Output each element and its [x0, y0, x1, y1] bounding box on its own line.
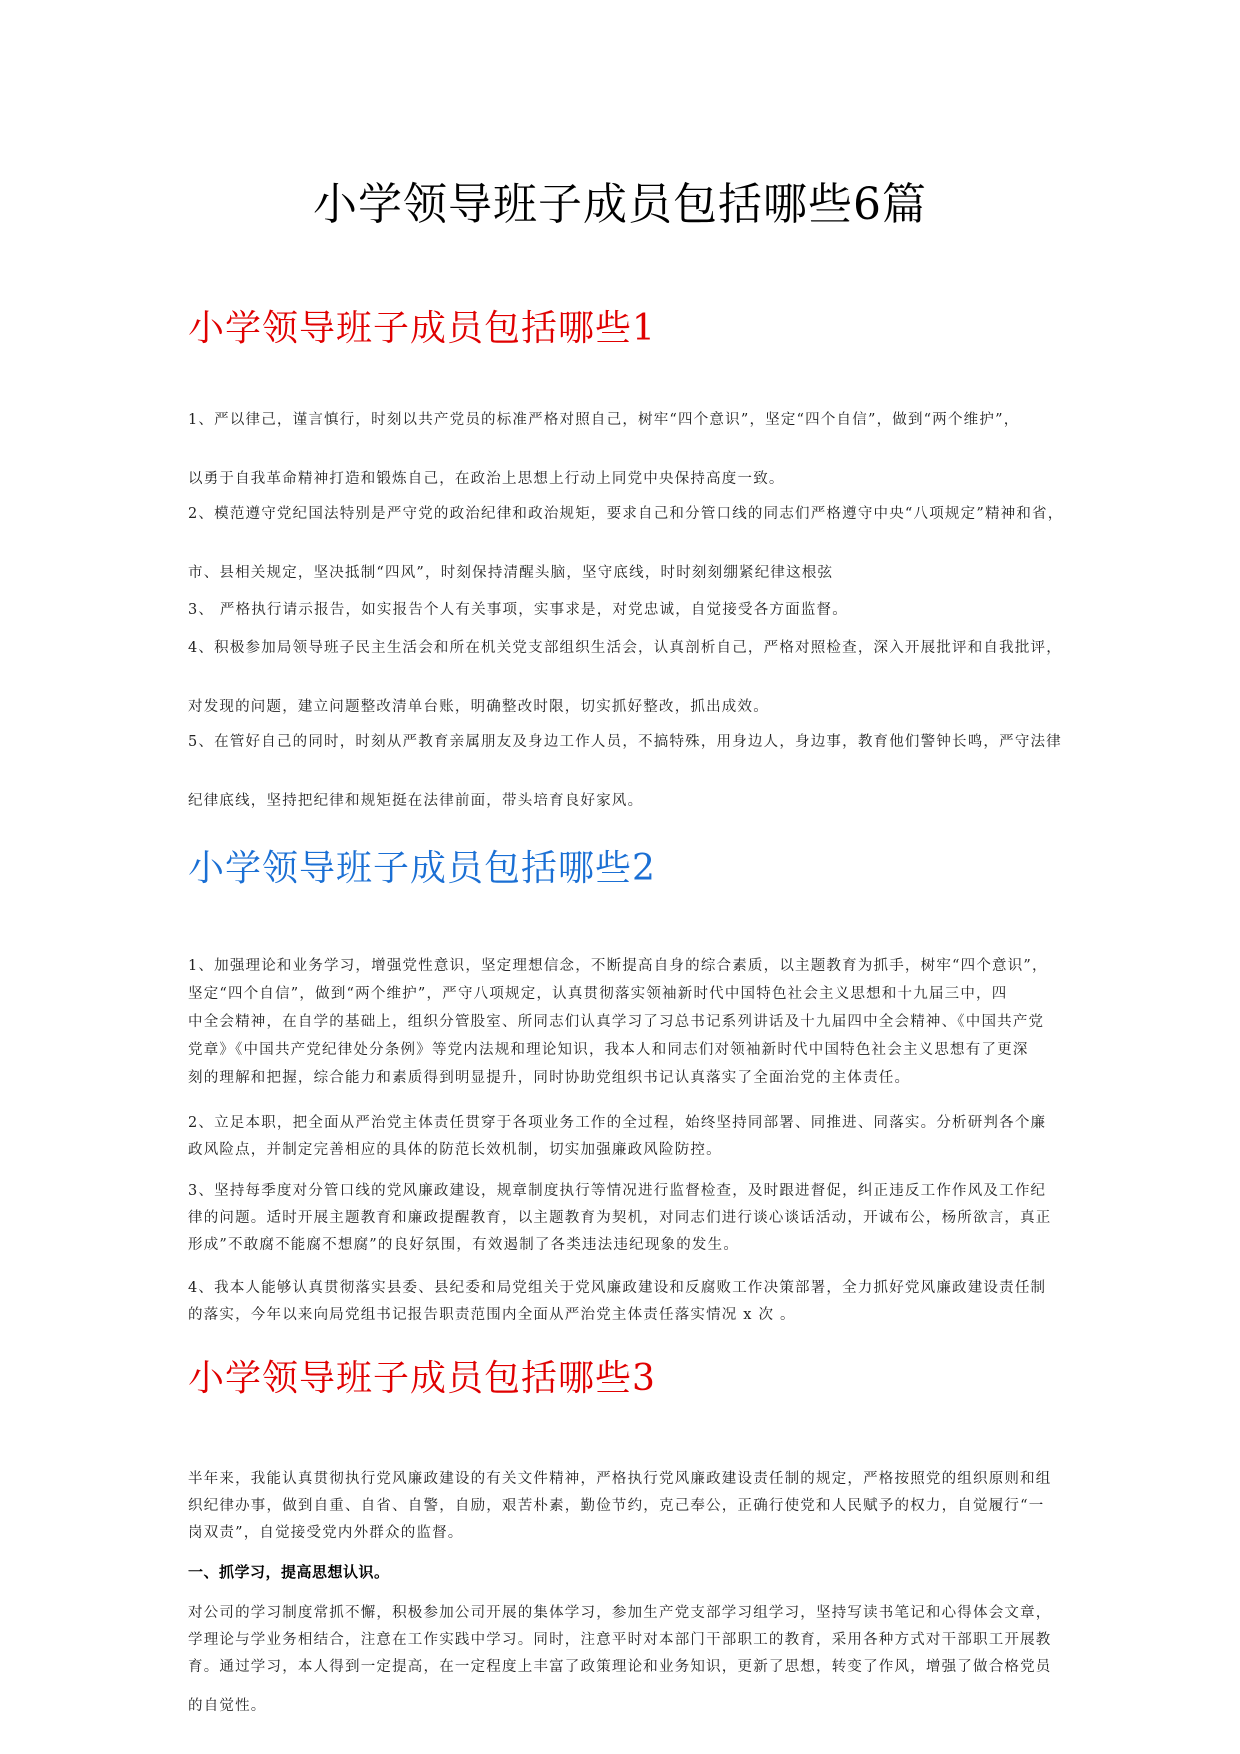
s1-line-4: 市、县相关规定，坚决抵制“四风”，时刻保持清醒头脑，坚守底线，时时刻刻绷紧纪律这根弦	[188, 565, 834, 581]
s3-subheading: 一、抓学习，提高思想认识。	[188, 1563, 390, 1581]
section-3-heading: 小学领导班子成员包括哪些3	[188, 1358, 656, 1399]
s1-line-2: 以勇于自我革命精神打造和锻炼自己，在政治上思想上行动上同党中央保持高度一致。	[188, 471, 785, 487]
s2-paragraph-3: 3、坚持每季度对分管口线的党风廉政建设，规章制度执行等情况进行监督检查，及时跟进督促，纠正违反工作作风及工作纪律的问题。适时开展主题教育和廉政提醒教育，以主题教育为契机，对同志们进行谈心谈话活动，开诚布公，杨所欲言，真正形成”不敢腐不能腐不想腐”的良好氛围，有效遏制了各类违法违纪现象的发生。	[188, 1183, 1052, 1253]
section-2-heading: 小学领导班子成员包括哪些2	[188, 848, 656, 889]
s2-line-2: 坚定“四个自信”，做到“两个维护”，严守八项规定，认真贯彻落实领袖新时代中国特色社会主义思想和十九届三中，四	[188, 986, 1008, 1002]
s2-paragraph-4: 4、我本人能够认真贯彻落实县委、县纪委和局党组关于党风廉政建设和反腐败工作决策部署，全力抓好党风廉政建设责任制的落实，今年以来向局党组书记报告职责范围内全面从严治党主体责任落实情况 x 次 。	[188, 1280, 1047, 1323]
s3-paragraph-2: 对公司的学习制度常抓不懈，积极参加公司开展的集体学习，参加生产党支部学习组学习，坚持写读书笔记和心得体会文章，学理论与学业务相结合，注意在工作实践中学习。同时，注意平时对本部门干部职工的教育，采用各种方式对干部职工开展教育。通过学习，本人得到一定提高，在一定程度上丰富了政策理论和业务知识，更新了思想，转变了作风，增强了做合格党员	[188, 1605, 1052, 1675]
s2-line-1: 1、加强理论和业务学习，增强党性意识，坚定理想信念，不断提高自身的综合素质，以主题教育为抓手，树牢“四个意识”，	[188, 958, 1048, 974]
s3-paragraph-2-end: 的自觉性。	[188, 1698, 267, 1714]
s2-line-4: 党章》《中国共产党纪律处分条例》等党内法规和理论知识，我本人和同志们对领袖新时代中国特色社会主义思想有了更深	[188, 1042, 1029, 1058]
s1-line-7: 对发现的问题，建立问题整改清单台账，明确整改时限，切实抓好整改，抓出成效。	[188, 699, 769, 715]
s2-line-5: 刻的理解和把握，综合能力和素质得到明显提升，同时协助党组织书记认真落实了全面治党的主体责任。	[188, 1070, 911, 1086]
section-1-heading: 小学领导班子成员包括哪些1	[188, 308, 656, 349]
s1-line-9: 纪律底线，坚持把纪律和规矩挺在法律前面，带头培育良好家风。	[188, 793, 644, 809]
s1-line-1: 1、严以律己，谨言慎行，时刻以共产党员的标准严格对照自己，树牢“四个意识”，坚定“四个自信”，做到“两个维护”，	[188, 412, 1020, 428]
s1-line-8: 5、在管好自己的同时，时刻从严教育亲属朋友及身边工作人员，不搞特殊，用身边人，身边事，教育他们警钟长鸣，严守法律	[188, 734, 1062, 750]
s2-paragraph-2: 2、立足本职，把全面从严治党主体责任贯穿于各项业务工作的全过程，始终坚持同部署、同推进、同落实。分析研判各个廉政风险点，并制定完善相应的具体的防范长效机制，切实加强廉政风险防控。	[188, 1115, 1047, 1158]
s1-line-6: 4、积极参加局领导班子民主生活会和所在机关党支部组织生活会，认真剖析自己，严格对照检查，深入开展批评和自我批评，	[188, 640, 1062, 656]
s1-line-5: 3、 严格执行请示报告，如实报告个人有关事项，实事求是，对党忠诚，自觉接受各方面监督。	[188, 602, 848, 618]
s1-line-3: 2、模范遵守党纪国法特别是严守党的政治纪律和政治规矩，要求自己和分管口线的同志们严格遵守中央“八项规定”精神和省，	[188, 506, 1064, 522]
document-title: 小学领导班子成员包括哪些6篇	[313, 179, 927, 230]
s3-paragraph-1: 半年来，我能认真贯彻执行党风廉政建设的有关文件精神，严格执行党风廉政建设责任制的规定，严格按照党的组织原则和组织纪律办事，做到自重、自省、自警，自励，艰苦朴素，勤俭节约，克己奉公，正确行使党和人民赋予的权力，自觉履行“一岗双责”，自觉接受党内外群众的监督。	[188, 1471, 1052, 1541]
s2-line-3: 中全会精神，在自学的基础上，组织分管股室、所同志们认真学习了习总书记系列讲话及十九届四中全会精神、《中国共产党	[188, 1014, 1045, 1030]
